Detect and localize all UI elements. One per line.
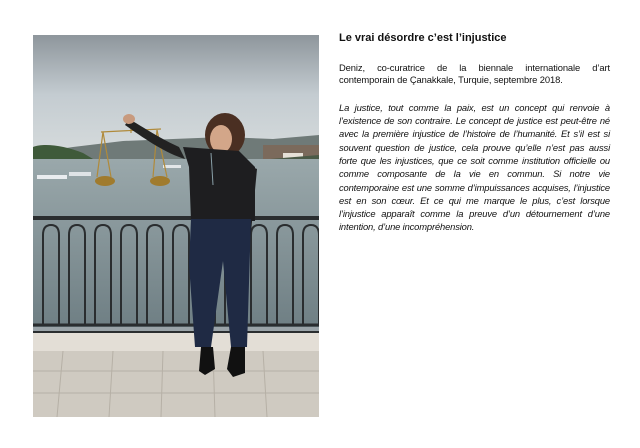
article-title: Le vrai désordre c’est l’injustice <box>339 32 507 44</box>
article-text <box>339 31 610 234</box>
scale-pan-left <box>95 176 115 186</box>
sky <box>33 35 319 155</box>
pavement <box>33 351 319 417</box>
scale-pan-right <box>150 176 170 186</box>
curb <box>33 333 319 351</box>
photo-caption: Deniz, co-curatrice de la biennale internationale d’art contemporain de Çanakkale, Turquie, septembre 2018. <box>339 62 610 86</box>
article-body: La justice, tout comme la paix, est un concept qui renvoie à l’existence de son contraire. Le concept de justice est peut-être né avec la première injustice de l’histoire de l’humanité. Et s’il est si souvent question de justice, cela prouve qu’elle n’est pas aussi forte que les injustices, que ce soit comme institution officielle ou comme composante de la vie en commun. Si notre vie contemporaine est une somme d’impuissances acquises, l’injustice est en son cœur. Et ce qui me marque le plus, c’est lorsque l’injustice apparaît comme la preuve d’un détournement d’une intention, d’une incompréhension. <box>339 101 610 233</box>
photo-woman-holding-scales <box>33 35 319 417</box>
